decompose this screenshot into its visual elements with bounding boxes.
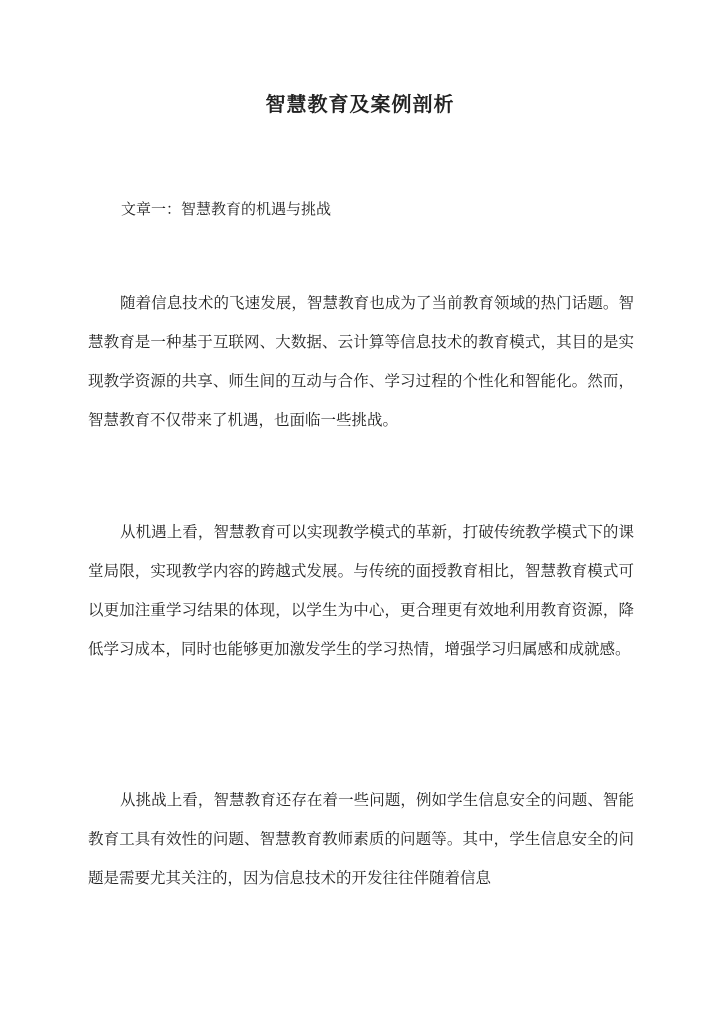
document-title: 智慧教育及案例剖析 xyxy=(265,92,455,116)
paragraph-challenges: 从挑战上看，智慧教育还存在着一些问题，例如学生信息安全的问题、智能教育工具有效性的问题、智慧教育教师素质的问题等。其中，学生信息安全的问题是需要尤其关注的，因为信息技术的开发往往伴随着信息 xyxy=(88,791,634,887)
article-subtitle: 文章一：智慧教育的机遇与挑战 xyxy=(121,200,332,218)
paragraph-opportunities: 从机遇上看，智慧教育可以实现教学模式的革新，打破传统教学模式下的课堂局限，实现教学内容的跨越式发展。与传统的面授教育相比，智慧教育模式可以更加注重学习结果的体现，以学生为中心，更合理更有效地利用教育资源，降低学习成本，同时也能够更加激发学生的学习热情，增强学习归属感和成就感。 xyxy=(88,523,634,658)
paragraph-intro: 随着信息技术的飞速发展，智慧教育也成为了当前教育领域的热门话题。智慧教育是一种基于互联网、大数据、云计算等信息技术的教育模式，其目的是实现教学资源的共享、师生间的互动与合作、学习过程的个性化和智能化。然而，智慧教育不仅带来了机遇，也面临一些挑战。 xyxy=(88,294,634,429)
